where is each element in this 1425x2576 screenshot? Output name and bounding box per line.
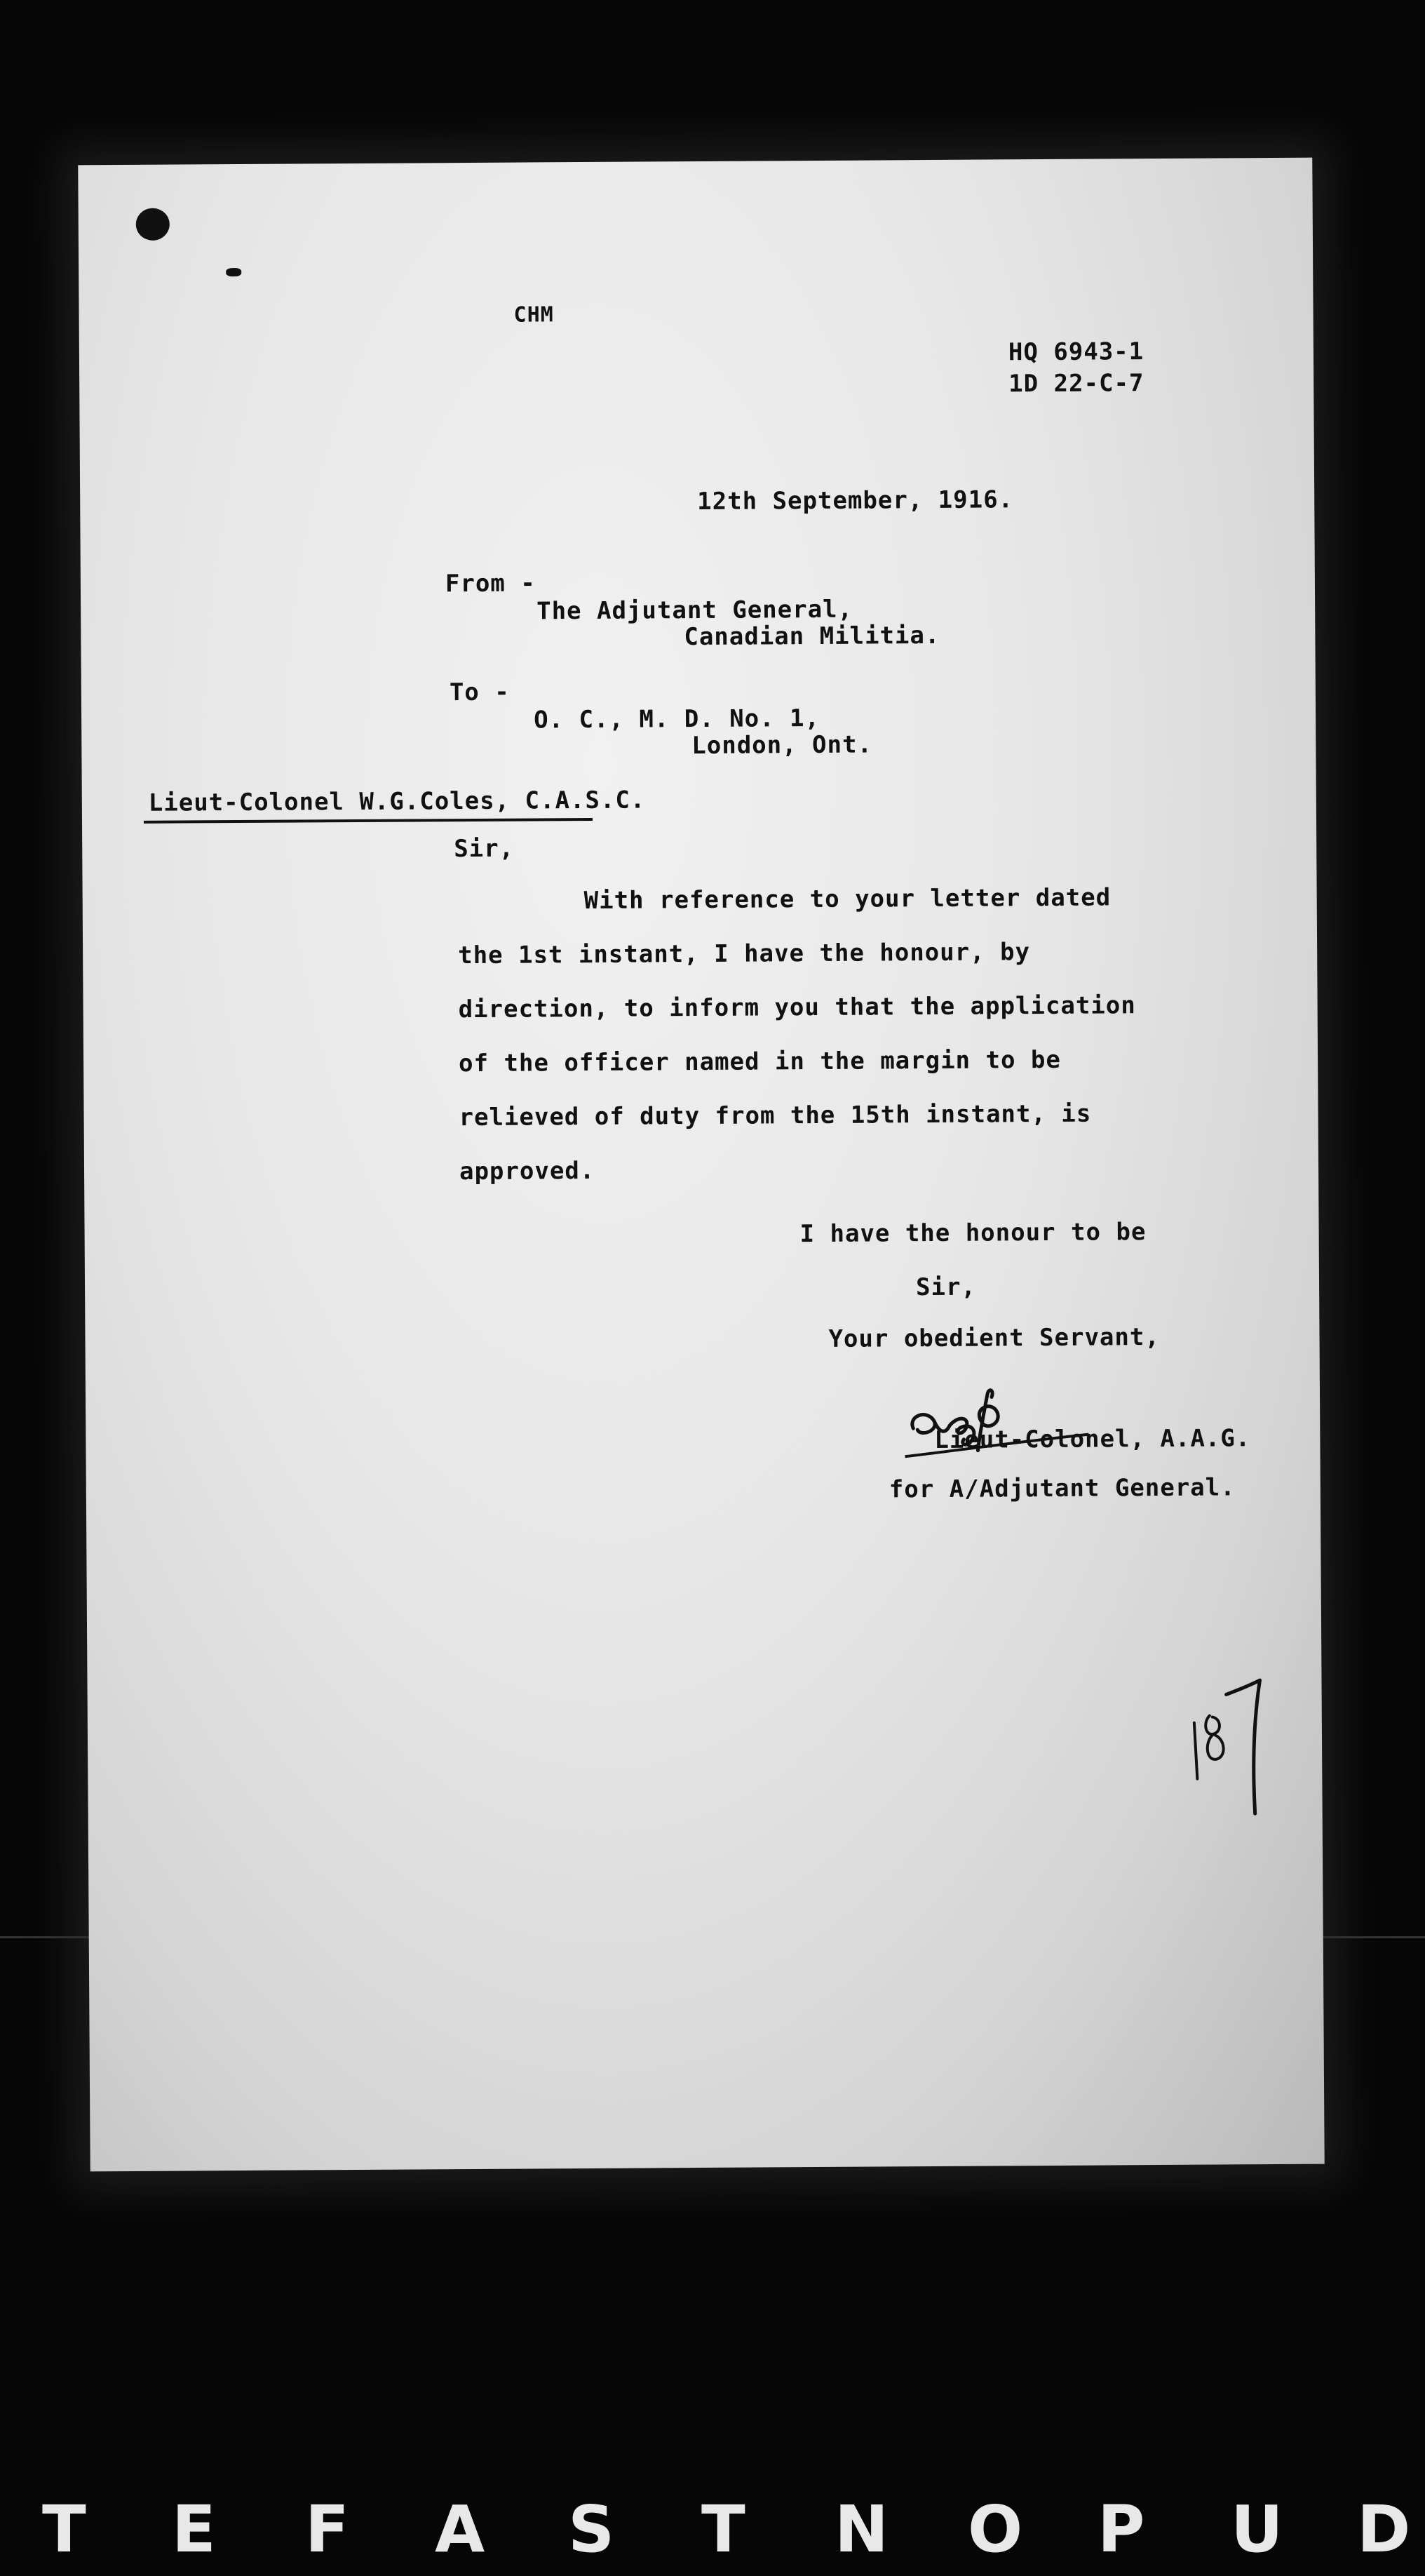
film-edge-char: U: [1231, 2492, 1283, 2567]
letter-page: [78, 158, 1324, 2172]
closing-line-3: Your obedient Servant,: [828, 1323, 1160, 1353]
letter-date: 12th September, 1916.: [697, 485, 1014, 516]
body-line-3: direction, to inform you that the application: [458, 991, 1136, 1024]
film-edge-char: T: [701, 2492, 745, 2567]
margin-officer-name: Lieut-Colonel W.G.Coles, C.A.S.C.: [148, 786, 646, 817]
closing-line-2: Sir,: [915, 1273, 977, 1302]
film-edge-markings: [0, 2492, 1425, 2576]
signer-on-behalf: for A/Adjutant General.: [889, 1473, 1236, 1504]
file-reference-hq: HQ 6943-1: [1008, 337, 1144, 367]
film-edge-char: P: [1098, 2492, 1145, 2567]
to-line-1: O. C., M. D. No. 1,: [534, 704, 820, 734]
to-line-2: London, Ont.: [691, 730, 873, 760]
film-edge-char: T: [42, 2492, 86, 2567]
margin-underline: [144, 818, 593, 824]
ink-speck: [226, 268, 241, 276]
body-line-1: With reference to your letter dated: [583, 883, 1112, 915]
from-line-2: Canadian Militia.: [684, 621, 940, 652]
body-line-4: of the officer named in the margin to be: [458, 1045, 1062, 1078]
handwritten-page-number: [1181, 1666, 1273, 1821]
film-edge-char: E: [172, 2492, 216, 2567]
to-label: To -: [449, 678, 510, 707]
clerk-initials: CHM: [513, 302, 554, 328]
from-line-1: The Adjutant General,: [536, 595, 853, 626]
closing-line-1: I have the honour to be: [799, 1218, 1147, 1249]
body-line-2: the 1st instant, I have the honour, by: [458, 938, 1031, 970]
film-edge-char: F: [305, 2492, 349, 2567]
film-edge-char: D: [1357, 2492, 1411, 2567]
body-line-5: relieved of duty from the 15th instant, is: [459, 1099, 1092, 1132]
film-edge-char: O: [968, 2492, 1023, 2567]
signer-title: Lieut-Colonel, A.A.G.: [934, 1424, 1251, 1454]
from-label: From -: [445, 569, 536, 598]
punch-hole: [136, 208, 170, 241]
film-edge-char: N: [835, 2492, 889, 2567]
body-line-6: approved.: [459, 1156, 595, 1186]
salutation: Sir,: [454, 834, 515, 864]
film-edge-char: A: [435, 2492, 485, 2567]
file-reference-id: 1D 22-C-7: [1008, 369, 1144, 398]
film-edge-char: S: [568, 2492, 615, 2567]
